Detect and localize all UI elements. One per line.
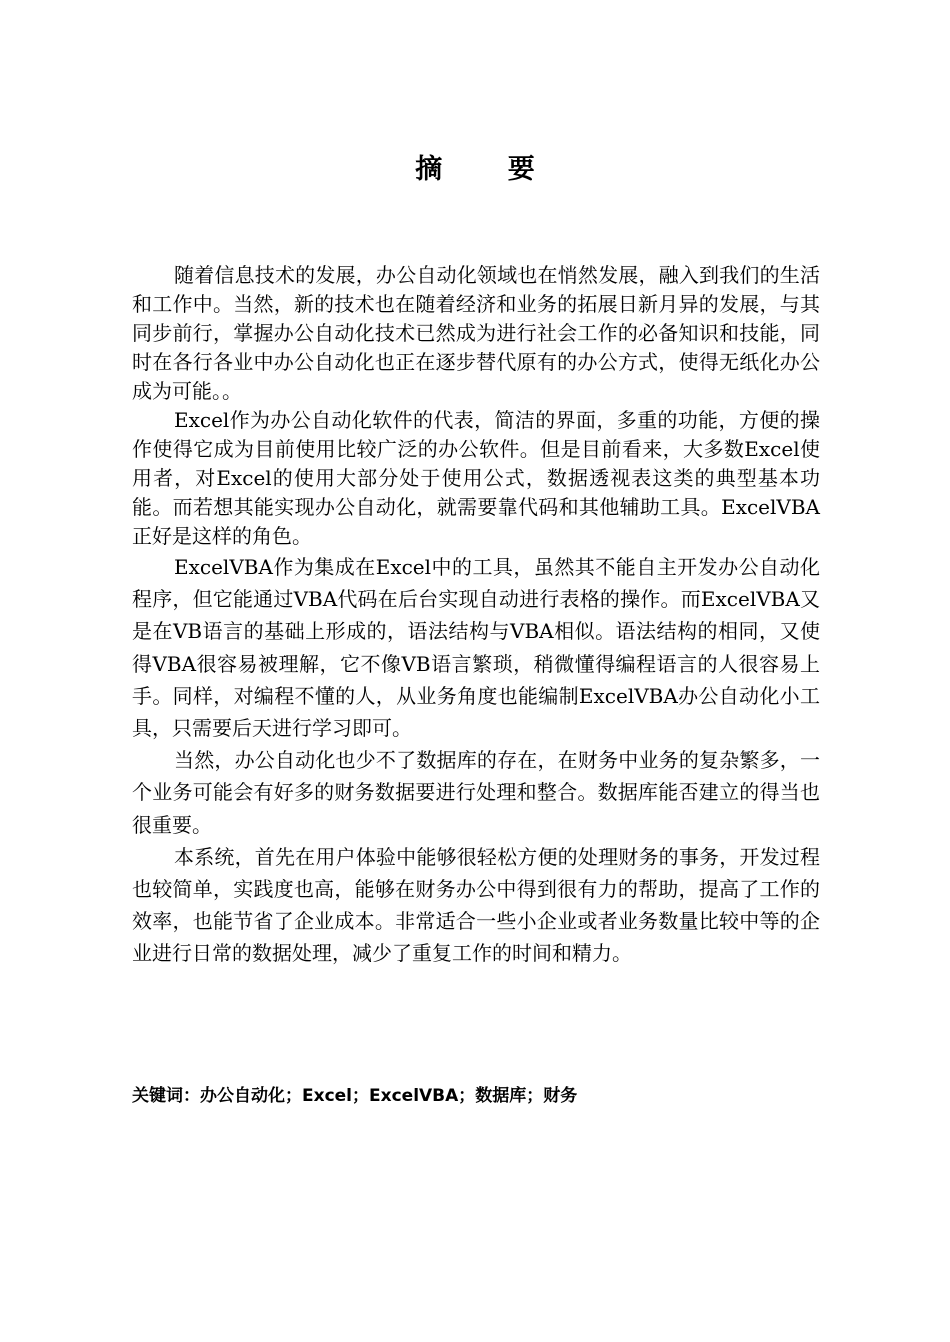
abstract-title: 摘 要 bbox=[415, 154, 563, 185]
abstract-body bbox=[132, 261, 820, 970]
paragraph-1: 随着信息技术的发展，办公自动化领域也在悄然发展，融入到我们的生活和工作中。当然，新的技术也在随着经济和业务的拓展日新月异的发展，与其同步前行，掌握办公自动化技术已然成为进行社会工作的必备知识和技能，同时在各行各业中办公自动化也正在逐步替代原有的办公方式，使得无纸化办公成为可能。。 bbox=[132, 263, 820, 403]
paragraph-2: Excel作为办公自动化软件的代表，简洁的界面，多重的功能，方便的操作使得它成为目前使用比较广泛的办公软件。但是目前看来，大多数Excel使用者，对Excel的使用大部分处于使用公式，数据透视表这类的典型基本功能。而若想其能实现办公自动化，就需要靠代码和其他辅助工具。ExcelVBA正好是这样的角色。 bbox=[132, 408, 820, 548]
paragraph-3: ExcelVBA作为集成在Excel中的工具，虽然其不能自主开发办公自动化程序，但它能通过VBA代码在后台实现自动进行表格的操作。而ExcelVBA又是在VB语言的基础上形成的，语法结构与VBA相似。语法结构的相同，又使得VBA很容易被理解，它不像VB语言繁琐，稍微懂得编程语言的人很容易上手。同样，对编程不懂的人，从业务角度也能编制ExcelVBA办公自动化小工具，只需要后天进行学习即可。 bbox=[132, 555, 820, 741]
paragraph-4: 当然，办公自动化也少不了数据库的存在，在财务中业务的复杂繁多，一个业务可能会有好多的财务数据要进行处理和整合。数据库能否建立的得当也很重要。 bbox=[132, 748, 820, 837]
keywords-line: 关键词：办公自动化；Excel；ExcelVBA；数据库；财务 bbox=[132, 1086, 578, 1106]
paragraph-5: 本系统，首先在用户体验中能够很轻松方便的处理财务的事务，开发过程也较简单，实践度也高，能够在财务办公中得到很有力的帮助，提高了工作的效率，也能节省了企业成本。非常适合一些小企业或者业务数量比较中等的企业进行日常的数据处理，减少了重复工作的时间和精力。 bbox=[132, 844, 820, 966]
